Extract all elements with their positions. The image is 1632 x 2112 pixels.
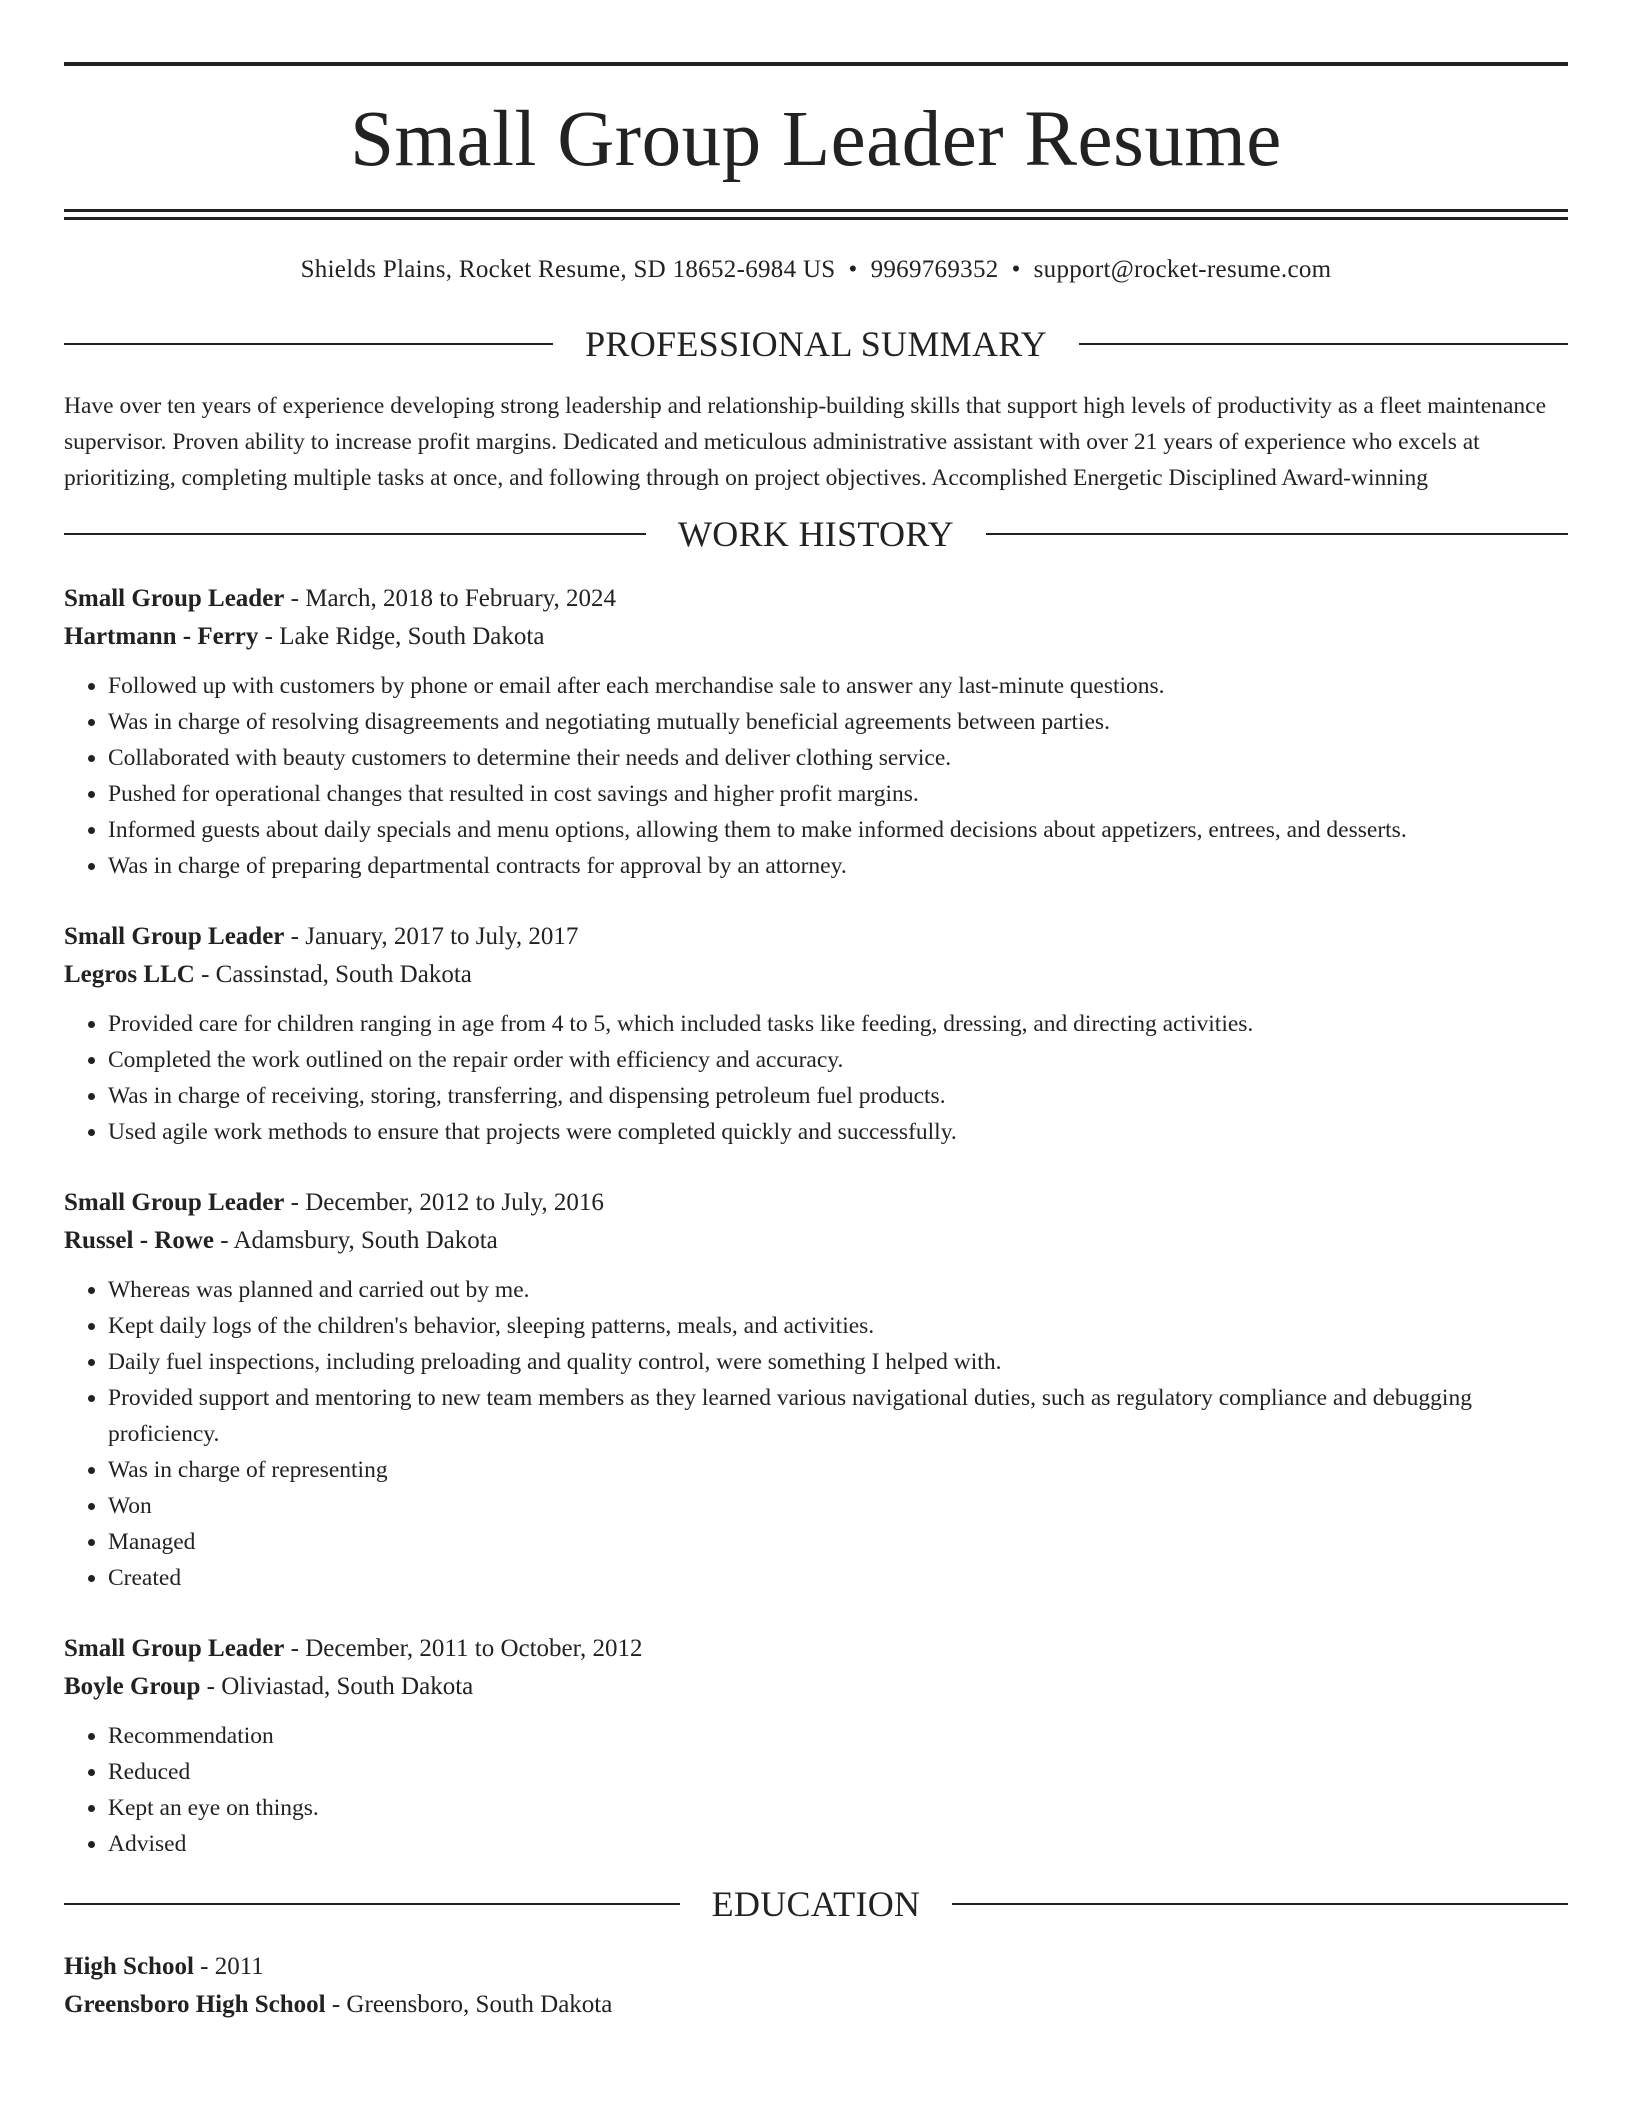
contact-address: Shields Plains, Rocket Resume, SD 18652-6984 US [300,256,836,283]
section-heading-summary [64,324,1568,364]
heading-rule-left [64,1903,680,1905]
section-heading-work-history [64,514,1568,554]
job-title-line [64,580,1568,618]
job-bullet: • Created [108,1560,1568,1596]
job-bullet: • Pushed for operational changes that resulted in cost savings and higher profit margins. [108,776,1568,812]
contact-separator: • [848,256,858,283]
job-bullet: • Was in charge of representing [108,1452,1568,1488]
job-bullet: • Managed [108,1524,1568,1560]
contact-separator: • [1011,256,1021,283]
job-employer: Russel - Rowe [64,1227,214,1254]
job-bullet: • Followed up with customers by phone or email after each merchandise sale to answer any last-minute questions. [108,668,1568,704]
resume-title: Small Group Leader Resume [350,96,1282,183]
job-location: - Lake Ridge, South Dakota [258,623,545,650]
education-entry [64,1948,1568,2024]
job-bullet-list [64,1718,1568,1862]
job-employer-line [64,1222,1568,1260]
job-title: Small Group Leader [64,1635,285,1662]
job-employer-line [64,1668,1568,1706]
job-bullet: • Informed guests about daily specials and menu options, allowing them to make informed decisions about appetizers, entrees, and desserts. [108,812,1568,848]
job-employer: Legros LLC [64,961,195,988]
job-bullet: • Was in charge of resolving disagreements and negotiating mutually beneficial agreements between parties. [108,704,1568,740]
job-title: Small Group Leader [64,1189,285,1216]
job-bullet: • Whereas was planned and carried out by me. [108,1272,1568,1308]
heading-rule-left [64,533,646,535]
job-location: - Adamsbury, South Dakota [214,1227,498,1254]
job-title-line [64,1630,1568,1668]
section-title: PROFESSIONAL SUMMARY [585,324,1047,364]
section-title: EDUCATION [711,1884,921,1924]
top-rule [64,62,1568,66]
education-degree-line [64,1948,1568,1986]
job-bullet: • Won [108,1488,1568,1524]
job-location: - Cassinstad, South Dakota [194,961,472,988]
job-bullet: • Daily fuel inspections, including preloading and quality control, were something I helped with. [108,1344,1568,1380]
education-degree: High School [64,1953,194,1980]
job-bullet: • Provided support and mentoring to new team members as they learned various navigational duties, such as regulatory compliance and debugging proficiency. [108,1380,1568,1452]
job-entry [64,918,1568,1150]
job-bullet: • Was in charge of receiving, storing, transferring, and dispensing petroleum fuel products. [108,1078,1568,1114]
job-dates: - March, 2018 to February, 2024 [284,585,617,612]
job-bullet: • Kept an eye on things. [108,1790,1568,1826]
job-bullet: • Kept daily logs of the children's behavior, sleeping patterns, meals, and activities. [108,1308,1568,1344]
heading-rule-left [64,343,553,345]
education-location: - Greensboro, South Dakota [325,1991,613,2018]
job-title: Small Group Leader [64,923,285,950]
education-year: - 2011 [193,1953,264,1980]
job-bullet-list [64,1006,1568,1150]
job-location: - Oliviastad, South Dakota [200,1673,474,1700]
job-bullet: • Provided care for children ranging in age from 4 to 5, which included tasks like feeding, dressing, and directing activities. [108,1006,1568,1042]
job-entry [64,1184,1568,1596]
job-employer-line [64,956,1568,994]
job-bullet-list [64,668,1568,884]
job-bullet: • Completed the work outlined on the repair order with efficiency and accuracy. [108,1042,1568,1078]
job-bullet: • Reduced [108,1754,1568,1790]
heading-rule-right [952,1903,1568,1905]
contact-email: support@rocket-resume.com [1033,256,1332,283]
heading-rule-right [986,533,1568,535]
summary-text: Have over ten years of experience developing strong leadership and relationship-building skills that support high levels of productivity as a fleet maintenance supervisor. Proven ability to increase profit margins. Dedicated and meticulous administrative assistant with over 21 years of experience who excels at prioritizing, completing multiple tasks at once, and following through on project objectives. Accomplished Energetic Disciplined Award-winning [64,393,1547,491]
job-employer: Hartmann - Ferry [64,623,259,650]
job-entry [64,1630,1568,1862]
education-school: Greensboro High School [64,1991,326,2018]
job-bullet: • Used agile work methods to ensure that projects were completed quickly and successfully. [108,1114,1568,1150]
job-dates: - December, 2011 to October, 2012 [284,1635,643,1662]
contact-line [64,256,1568,284]
title-double-rule [64,209,1568,220]
heading-rule-right [1079,343,1568,345]
job-dates: - January, 2017 to July, 2017 [284,923,579,950]
job-bullet: • Advised [108,1826,1568,1862]
education-school-line [64,1986,1568,2024]
job-entry [64,580,1568,884]
job-title-line [64,918,1568,956]
job-bullet: • Was in charge of preparing departmental contracts for approval by an attorney. [108,848,1568,884]
job-employer-line [64,618,1568,656]
job-title: Small Group Leader [64,585,285,612]
job-bullet: • Recommendation [108,1718,1568,1754]
job-bullet: • Collaborated with beauty customers to determine their needs and deliver clothing service. [108,740,1568,776]
job-employer: Boyle Group [64,1673,201,1700]
job-bullet-list [64,1272,1568,1596]
contact-phone: 9969769352 [870,256,999,283]
job-title-line [64,1184,1568,1222]
section-heading-education [64,1884,1568,1924]
job-dates: - December, 2012 to July, 2016 [284,1189,604,1216]
section-title: WORK HISTORY [678,514,954,554]
